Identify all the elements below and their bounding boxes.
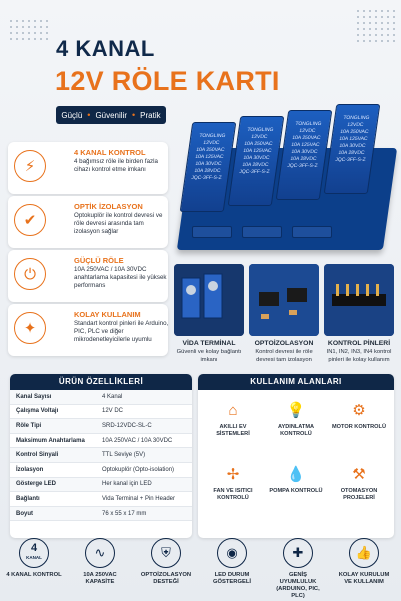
screw-terminal (192, 226, 232, 238)
photo-control-pins (324, 264, 394, 336)
spec-row: Röle Tipi SRD-12VDC-SL-C (10, 419, 192, 434)
badge: ∿ 10A 250VAC KAPASİTE (72, 538, 128, 586)
thumb-title: OPTOİZOLASYON (254, 340, 314, 347)
bullet-icon: • (132, 110, 136, 120)
drop-icon: 💧 (286, 466, 306, 483)
title-line-2: 12V RÖLE KARTI (55, 66, 280, 96)
shield-check-icon: ✔ (14, 204, 46, 236)
spec-table (10, 374, 192, 538)
tag-bar (56, 106, 166, 124)
feature-card (8, 196, 168, 248)
usage-item: ⌂ AKILLI EV SİSTEMLERİ (216, 402, 250, 437)
tag: Pratik (140, 110, 161, 120)
usage-panel (198, 374, 394, 538)
feature-title: OPTİK İZOLASYON (74, 202, 143, 211)
feature-desc: 4 bağımsız röle ile birden fazla cihazı kontrol etme imkanı (74, 158, 158, 174)
thumb-title: KONTROL PİNLERİ (327, 340, 391, 347)
feature-desc: Standart kontrol pinleri ile Arduino, PIC, PLC ve diğer mikrodenetleyicilerle uyumlu (74, 320, 169, 344)
badge: ⛨ OPTOİZOLASYON DESTEĞİ (138, 538, 194, 586)
feature-title: 4 KANAL KONTROL (74, 148, 146, 157)
usage-item: ⚒ OTOMASYON PROJELERİ (340, 466, 378, 501)
bullet-icon: • (87, 110, 91, 120)
spec-row: İzolasyon Optokuplör (Opto-isolation) (10, 463, 192, 478)
house-icon: ⌂ (228, 402, 238, 419)
led-icon: ◉ (217, 538, 247, 568)
thumb-title: VİDA TERMİNAL (182, 340, 236, 347)
feature-desc: Optokuplör ile kontrol devresi ve röle devresi arasında tam izolasyon sağlar (74, 212, 163, 236)
spec-row: Bağlantı Vida Terminal + Pin Header (10, 492, 192, 507)
spec-row: Maksimum Anahtarlama 10A 250VAC / 10A 30VDC (10, 434, 192, 449)
thumb-desc: IN1, IN2, IN3, IN4 kontrol pinleri ile kolay kullanım (326, 349, 392, 363)
thumbs-up-icon: 👍 (349, 538, 379, 568)
badge: 👍 KOLAY KURULUM VE KULLANIM (336, 538, 392, 586)
screw-terminal (292, 226, 332, 238)
feature-title: GÜÇLÜ RÖLE (74, 256, 124, 265)
spec-row: Kanal Sayısı 4 Kanal (10, 390, 192, 405)
screw-terminal (242, 226, 282, 238)
feature-card (8, 304, 168, 356)
thumb-desc: Kontrol devresi ile röle devresi tam izolasyon (255, 349, 313, 363)
spec-rows (10, 390, 192, 521)
current-wave-icon: ∿ (85, 538, 115, 568)
lightning-icon: ⚡ (14, 150, 46, 182)
feature-card (8, 250, 168, 302)
title-line-1: 4 KANAL (56, 36, 155, 61)
tag: Güçlü (61, 110, 83, 120)
shield-icon: ⛨ (151, 538, 181, 568)
relay: TONGLING 12VDC 10A 250VAC 10A 125VAC 10A 30VDC 10A 28VDC JQC-3FF-S-Z (276, 110, 333, 200)
fan-icon: ✢ (226, 466, 240, 483)
relay: TONGLING 12VDC 10A 250VAC 10A 125VAC 10A 30VDC 10A 28VDC JQC-3FF-S-Z (228, 116, 285, 206)
dot-pattern (8, 18, 48, 44)
usage-title: KULLANIM ALANLARI (198, 374, 394, 390)
badge: ✚ GENİŞ UYUMLULUK (ARDUINO, PIC, PLC) (270, 538, 326, 600)
power-plug-icon: ⏻ (14, 258, 46, 290)
badge: 4 KANAL 4 KANAL KONTROL (6, 538, 62, 579)
motor-gear-icon: ⚙ (352, 402, 366, 419)
feature-card (8, 142, 168, 194)
relay: TONGLING 12VDC 10A 250VAC 10A 125VAC 10A 30VDC 10A 28VDC JQC-3FF-S-Z (180, 122, 237, 212)
usage-item: ✢ FAN VE ISITICI KONTROLÜ (213, 466, 253, 501)
thumb-desc: Güvenli ve kolay bağlantı imkanı (176, 349, 242, 363)
usage-item: ⚙ MOTOR KONTROLÜ (332, 402, 386, 430)
usage-item: 💧 POMPA KONTROLÜ (269, 466, 323, 494)
wrench-icon: ✦ (14, 312, 46, 344)
badge: ◉ LED DURUM GÖSTERGELİ (204, 538, 260, 586)
spec-row: Boyut 76 x 55 x 17 mm (10, 507, 192, 522)
bulb-icon: 💡 (286, 402, 306, 419)
photo-optocoupler (249, 264, 319, 336)
relay-board-image (178, 108, 392, 258)
usage-item: 💡 AYDINLATMA KONTROLÜ (277, 402, 315, 437)
spec-row: Çalışma Voltajı 12V DC (10, 405, 192, 420)
robot-arm-icon: ⚒ (352, 466, 366, 483)
feature-desc: 10A 250VAC / 10A 30VDC anahtarlama kapasitesi ile yüksek performans (74, 266, 167, 290)
dot-pattern (355, 8, 395, 42)
tag: Güvenilir (95, 110, 128, 120)
spec-row: Gösterge LED Her kanal için LED (10, 478, 192, 493)
relay: TONGLING 12VDC 10A 250VAC 10A 125VAC 10A 30VDC 10A 28VDC JQC-3FF-S-Z (324, 104, 381, 194)
channel-count-icon: 4 KANAL (19, 538, 49, 568)
spec-row: Kontrol Sinyali TTL Seviye (5V) (10, 448, 192, 463)
photo-screw-terminal (174, 264, 244, 336)
puzzle-icon: ✚ (283, 538, 313, 568)
spec-title: ÜRÜN ÖZELLİKLERİ (10, 374, 192, 390)
feature-title: KOLAY KULLANIM (74, 310, 141, 319)
